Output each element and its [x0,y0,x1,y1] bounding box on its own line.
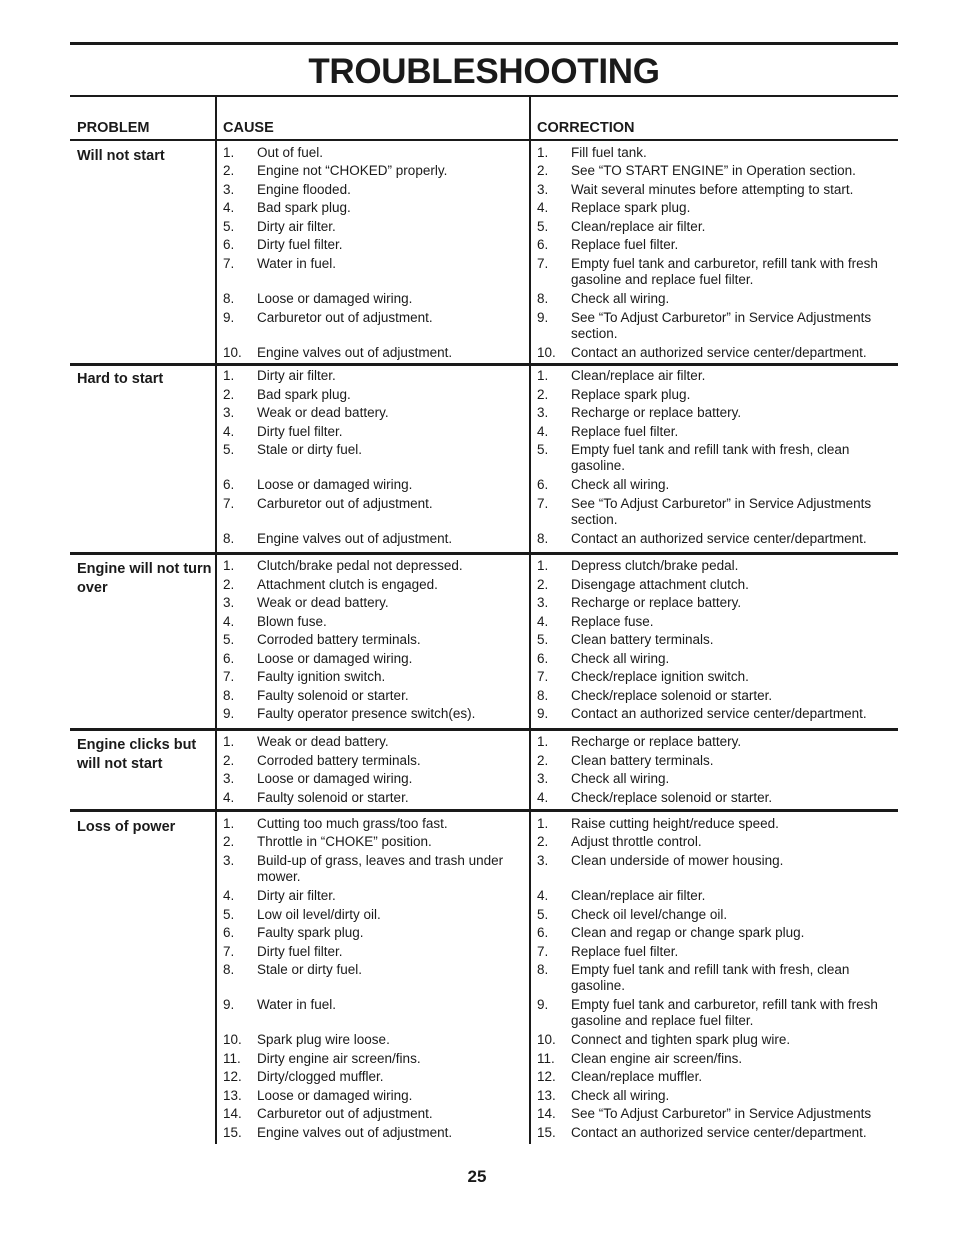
cause-item-number: 9. [223,997,235,1012]
correction-item-number: 7. [537,256,549,271]
correction-item-text: Recharge or replace battery. [571,405,742,420]
cause-item-number: 5. [223,632,235,647]
cause-item-text: Throttle in “CHOKE” position. [257,834,432,849]
correction-item-text: Clean/replace muffler. [571,1069,703,1084]
cause-item-number: 7. [223,496,235,511]
correction-item-text: Check/replace solenoid or starter. [571,688,773,703]
cause-item-text: Water in fuel. [257,997,337,1012]
correction-item-text: Replace fuel filter. [571,237,679,252]
correction-item-number: 1. [537,368,549,383]
correction-item-number: 1. [537,734,549,749]
correction-item-number: 2. [537,753,549,768]
cause-item-text: Dirty engine air screen/fins. [257,1051,421,1066]
correction-item-number: 9. [537,706,549,721]
cause-item-number: 2. [223,577,235,592]
correction-item-number: 9. [537,997,549,1012]
problem-label: Loss of power [77,819,176,835]
correction-item-number: 2. [537,163,549,178]
correction-item-number: 4. [537,424,549,439]
cause-item-number: 8. [223,962,235,977]
correction-item-text: Replace fuse. [571,614,654,629]
cause-item-text: Loose or damaged wiring. [257,291,413,306]
correction-item-number: 6. [537,651,549,666]
correction-item-text: Check/replace ignition switch. [571,669,749,684]
correction-item-text: Check all wiring. [571,291,670,306]
header-problem: PROBLEM [77,120,150,136]
correction-item-number: 2. [537,834,549,849]
header-correction: CORRECTION [537,120,635,136]
correction-item-number: 6. [537,477,549,492]
cause-item-text: Clutch/brake pedal not depressed. [257,558,463,573]
cause-item-text: Dirty air filter. [257,888,336,903]
correction-item-text: Raise cutting height/reduce speed. [571,816,779,831]
cause-item-number: 2. [223,387,235,402]
cause-item-text: Engine valves out of adjustment. [257,345,453,360]
cause-item-number: 6. [223,477,235,492]
cause-item-number: 5. [223,442,235,457]
correction-item-text: Clean battery terminals. [571,753,714,768]
correction-item-number: 3. [537,405,549,420]
correction-item-text: Contact an authorized service center/department. [571,345,867,360]
correction-item-number: 5. [537,632,549,647]
correction-item-text: Check all wiring. [571,477,670,492]
correction-item-text: Check/replace solenoid or starter. [571,790,773,805]
correction-item-number: 1. [537,558,549,573]
cause-item-text: Stale or dirty fuel. [257,442,363,457]
correction-item-text: Clean engine air screen/fins. [571,1051,743,1066]
cause-item-text: Carburetor out of adjustment. [257,1106,433,1121]
header-rule [70,139,898,141]
correction-item-text: Contact an authorized service center/department. [571,706,867,721]
title-rule [70,95,898,97]
correction-item-number: 2. [537,577,549,592]
correction-item-number: 8. [537,962,549,977]
correction-item-number: 14. [537,1106,556,1121]
correction-item-text: See “To Adjust Carburetor” in Service Adjustments section. [571,310,872,341]
cause-item-text: Corroded battery terminals. [257,632,421,647]
cause-item-number: 12. [223,1069,242,1084]
correction-item-text: Clean/replace air filter. [571,368,706,383]
correction-item-number: 15. [537,1125,556,1140]
correction-item-text: Fill fuel tank. [571,145,647,160]
correction-item-number: 9. [537,310,549,325]
cause-item-number: 5. [223,907,235,922]
cause-item-text: Loose or damaged wiring. [257,771,413,786]
cause-item-text: Out of fuel. [257,145,324,160]
cause-item-text: Weak or dead battery. [257,734,389,749]
group-divider [70,728,898,731]
cause-item-number: 9. [223,706,235,721]
cause-item-text: Weak or dead battery. [257,405,389,420]
cause-item-text: Cutting too much grass/too fast. [257,816,448,831]
cause-item-number: 7. [223,944,235,959]
correction-item-text: Empty fuel tank and refill tank with fresh, clean gasoline. [571,442,850,473]
correction-item-text: Depress clutch/brake pedal. [571,558,739,573]
correction-item-text: Contact an authorized service center/department. [571,1125,867,1140]
cause-item-text: Spark plug wire loose. [257,1032,390,1047]
correction-item-number: 10. [537,345,556,360]
group-divider [70,363,898,366]
correction-item-number: 8. [537,688,549,703]
cause-item-number: 8. [223,291,235,306]
correction-item-text: Recharge or replace battery. [571,595,742,610]
problem-label: Will not start [77,148,165,164]
cause-item-number: 3. [223,853,235,868]
cause-item-text: Faulty solenoid or starter. [257,688,409,703]
correction-item-text: Wait several minutes before attempting to start. [571,182,854,197]
correction-item-text: Empty fuel tank and refill tank with fresh, clean gasoline. [571,962,850,993]
correction-item-number: 6. [537,237,549,252]
cause-item-text: Faulty solenoid or starter. [257,790,409,805]
cause-item-number: 8. [223,531,235,546]
cause-item-number: 1. [223,816,235,831]
cause-item-text: Loose or damaged wiring. [257,477,413,492]
correction-item-number: 2. [537,387,549,402]
cause-item-number: 14. [223,1106,242,1121]
correction-item-text: See “To Adjust Carburetor” in Service Adjustments [571,1106,872,1121]
cause-item-text: Faulty ignition switch. [257,669,386,684]
cause-item-number: 3. [223,182,235,197]
correction-item-text: Replace fuel filter. [571,424,679,439]
correction-item-text: See “To Adjust Carburetor” in Service Adjustments section. [571,496,872,527]
cause-item-text: Dirty fuel filter. [257,237,343,252]
correction-item-text: Replace spark plug. [571,387,691,402]
cause-item-number: 9. [223,310,235,325]
cause-item-number: 6. [223,925,235,940]
cause-item-text: Engine flooded. [257,182,351,197]
cause-item-text: Faulty spark plug. [257,925,364,940]
correction-item-text: Empty fuel tank and carburetor, refill tank with fresh gasoline and replace fuel filter. [571,256,878,287]
cause-item-number: 4. [223,200,235,215]
cause-item-text: Build-up of grass, leaves and trash under mower. [257,853,504,884]
correction-item-text: Clean underside of mower housing. [571,853,784,868]
cause-item-text: Engine not “CHOKED” properly. [257,163,448,178]
problem-label: Engine will not turn over [77,561,212,596]
cause-item-text: Carburetor out of adjustment. [257,310,433,325]
cause-item-text: Engine valves out of adjustment. [257,531,453,546]
cause-item-text: Attachment clutch is engaged. [257,577,438,592]
cause-item-number: 4. [223,614,235,629]
cause-item-number: 15. [223,1125,242,1140]
correction-item-number: 3. [537,595,549,610]
correction-item-text: Check oil level/change oil. [571,907,728,922]
cause-item-number: 3. [223,771,235,786]
cause-item-number: 13. [223,1088,242,1103]
cause-item-number: 1. [223,368,235,383]
cause-item-text: Water in fuel. [257,256,337,271]
cause-item-text: Weak or dead battery. [257,595,389,610]
group-divider [70,809,898,812]
correction-item-number: 11. [537,1051,555,1066]
cause-item-text: Bad spark plug. [257,387,351,402]
correction-item-text: Contact an authorized service center/department. [571,531,867,546]
cause-item-number: 6. [223,237,235,252]
page-number: 25 [467,1167,487,1186]
cause-item-number: 3. [223,595,235,610]
correction-item-number: 13. [537,1088,556,1103]
correction-item-number: 7. [537,944,549,959]
correction-item-number: 7. [537,496,549,511]
correction-item-text: Clean/replace air filter. [571,888,706,903]
cause-item-number: 7. [223,669,235,684]
correction-item-number: 3. [537,853,549,868]
correction-item-number: 10. [537,1032,556,1047]
correction-item-number: 4. [537,888,549,903]
correction-item-number: 3. [537,182,549,197]
cause-item-text: Bad spark plug. [257,200,351,215]
correction-item-text: Clean and regap or change spark plug. [571,925,805,940]
correction-item-number: 5. [537,219,549,234]
correction-item-text: Replace fuel filter. [571,944,679,959]
correction-item-text: Replace spark plug. [571,200,691,215]
problem-label: Engine clicks but will not start [77,737,197,772]
cause-item-number: 1. [223,734,235,749]
correction-item-number: 8. [537,531,549,546]
cause-item-number: 5. [223,219,235,234]
cause-item-text: Engine valves out of adjustment. [257,1125,453,1140]
cause-item-text: Dirty air filter. [257,368,336,383]
correction-item-number: 4. [537,614,549,629]
correction-item-number: 5. [537,907,549,922]
cause-item-text: Dirty fuel filter. [257,944,343,959]
cause-item-number: 2. [223,163,235,178]
correction-item-number: 4. [537,790,549,805]
correction-item-text: Clean/replace air filter. [571,219,706,234]
cause-item-number: 1. [223,558,235,573]
cause-item-text: Corroded battery terminals. [257,753,421,768]
correction-item-text: Check all wiring. [571,771,670,786]
cause-item-text: Loose or damaged wiring. [257,651,413,666]
cause-item-text: Loose or damaged wiring. [257,1088,413,1103]
cause-item-number: 11. [223,1051,241,1066]
cause-item-number: 3. [223,405,235,420]
group-divider [70,552,898,555]
page-title: TROUBLESHOOTING [308,52,660,91]
correction-item-number: 4. [537,200,549,215]
cause-item-text: Carburetor out of adjustment. [257,496,433,511]
header-cause: CAUSE [223,120,274,136]
cause-item-number: 6. [223,651,235,666]
correction-item-text: Disengage attachment clutch. [571,577,749,592]
cause-item-text: Dirty/clogged muffler. [257,1069,384,1084]
correction-item-text: Clean battery terminals. [571,632,714,647]
column-divider-cause [215,97,217,1144]
top-rule [70,42,898,45]
correction-item-text: Check all wiring. [571,1088,670,1103]
cause-item-text: Faulty operator presence switch(es). [257,706,476,721]
correction-item-text: See “TO START ENGINE” in Operation section. [571,163,856,178]
cause-item-text: Stale or dirty fuel. [257,962,363,977]
correction-item-text: Empty fuel tank and carburetor, refill tank with fresh gasoline and replace fuel filter. [571,997,878,1028]
cause-item-text: Blown fuse. [257,614,327,629]
column-divider-correction [529,97,531,1144]
correction-item-number: 3. [537,771,549,786]
correction-item-number: 6. [537,925,549,940]
cause-item-text: Dirty fuel filter. [257,424,343,439]
correction-item-text: Adjust throttle control. [571,834,702,849]
cause-item-number: 4. [223,888,235,903]
problem-label: Hard to start [77,371,164,387]
cause-item-number: 1. [223,145,235,160]
cause-item-number: 10. [223,345,242,360]
cause-item-text: Dirty air filter. [257,219,336,234]
cause-item-number: 2. [223,834,235,849]
cause-item-number: 4. [223,790,235,805]
cause-item-text: Low oil level/dirty oil. [257,907,381,922]
correction-item-text: Recharge or replace battery. [571,734,742,749]
correction-item-number: 8. [537,291,549,306]
cause-item-number: 7. [223,256,235,271]
correction-item-number: 12. [537,1069,556,1084]
cause-item-number: 8. [223,688,235,703]
correction-item-number: 1. [537,145,549,160]
correction-item-number: 7. [537,669,549,684]
cause-item-number: 2. [223,753,235,768]
cause-item-number: 4. [223,424,235,439]
correction-item-text: Connect and tighten spark plug wire. [571,1032,791,1047]
cause-item-number: 10. [223,1032,242,1047]
correction-item-text: Check all wiring. [571,651,670,666]
correction-item-number: 5. [537,442,549,457]
correction-item-number: 1. [537,816,549,831]
